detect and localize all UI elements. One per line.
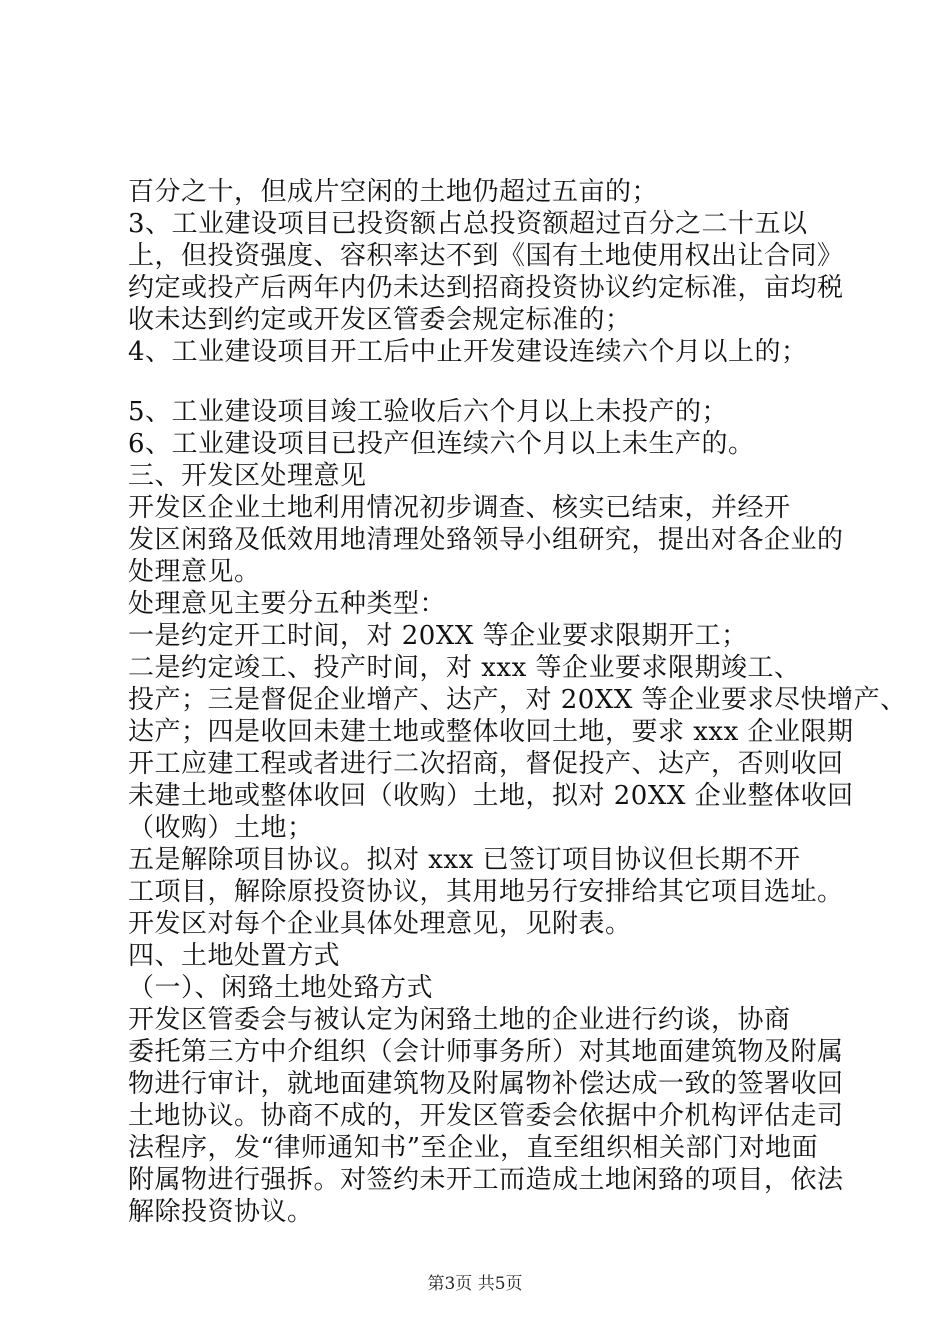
text-line: 处理意见。 bbox=[128, 557, 261, 587]
text-line: 开工应建工程或者进行二次招商，督促投产、达产，否则收回 bbox=[128, 749, 844, 779]
text-line: 开发区对每个企业具体处理意见，见附表。 bbox=[128, 909, 632, 939]
text-line: 达产；四是收回未建土地或整体收回土地，要求 xxx 企业限期 bbox=[128, 717, 854, 747]
text-line: 委托第三方中介组织（会计师事务所）对其地面建筑物及附属 bbox=[128, 1037, 844, 1067]
text-line: 法程序，发“律师通知书”至企业，直至组织相关部门对地面 bbox=[128, 1133, 819, 1163]
text-line: 附属物进行强拆。对签约未开工而造成土地闲臵的项目，依法 bbox=[128, 1165, 844, 1195]
text-line: 物进行审计，就地面建筑物及附属物补偿达成一致的签署收回 bbox=[128, 1069, 844, 1099]
text-line: 开发区企业土地利用情况初步调查、核实已结束，并经开 bbox=[128, 493, 791, 523]
text-line: 4、工业建设项目开工后中止开发建设连续六个月以上的； bbox=[128, 337, 808, 367]
section-heading: 三、开发区处理意见 bbox=[128, 461, 367, 491]
text-line: 3、工业建设项目已投资额占总投资额超过百分之二十五以 bbox=[128, 209, 808, 239]
text-line: 解除投资协议。 bbox=[128, 1197, 314, 1227]
text-line: 上，但投资强度、容积率达不到《国有土地使用权出让合同》 bbox=[128, 241, 844, 271]
text-line: 工项目，解除原投资协议，其用地另行安排给其它项目选址。 bbox=[128, 877, 844, 907]
text-line: 约定或投产后两年内仍未达到招商投资协议约定标准，亩均税 bbox=[128, 273, 844, 303]
subsection-heading: （一）、闲臵土地处臵方式 bbox=[128, 973, 434, 1003]
text-line: 处理意见主要分五种类型： bbox=[128, 589, 447, 619]
text-line: 五是解除项目协议。拟对 xxx 已签订项目协议但长期不开 bbox=[128, 845, 801, 875]
text-line: 百分之十，但成片空闲的土地仍超过五亩的； bbox=[128, 177, 659, 207]
text-line: 5、工业建设项目竣工验收后六个月以上未投产的； bbox=[128, 397, 729, 427]
text-line: 6、工业建设项目已投产但连续六个月以上未生产的。 bbox=[128, 429, 755, 459]
text-line: 二是约定竣工、投产时间，对 xxx 等企业要求限期竣工、 bbox=[128, 653, 801, 683]
text-line: 收未达到约定或开发区管委会规定标准的； bbox=[128, 305, 632, 335]
text-line: 投产；三是督促企业增产、达产，对 20XX 等企业要求尽快增产、 bbox=[128, 685, 907, 715]
section-heading: 四、土地处置方式 bbox=[128, 941, 341, 971]
text-line: 土地协议。协商不成的，开发区管委会依据中介机构评估走司 bbox=[128, 1101, 844, 1131]
text-line: 开发区管委会与被认定为闲臵土地的企业进行约谈，协商 bbox=[128, 1005, 791, 1035]
text-line: 一是约定开工时间，对 20XX 等企业要求限期开工； bbox=[128, 621, 748, 651]
text-line: （收购）土地； bbox=[128, 813, 314, 843]
text-line: 发区闲臵及低效用地清理处臵领导小组研究，提出对各企业的 bbox=[128, 525, 844, 555]
page-number-footer: 第3页 共5页 bbox=[427, 1274, 523, 1294]
text-line: 未建土地或整体收回（收购）土地，拟对 20XX 企业整体收回 bbox=[128, 781, 854, 811]
